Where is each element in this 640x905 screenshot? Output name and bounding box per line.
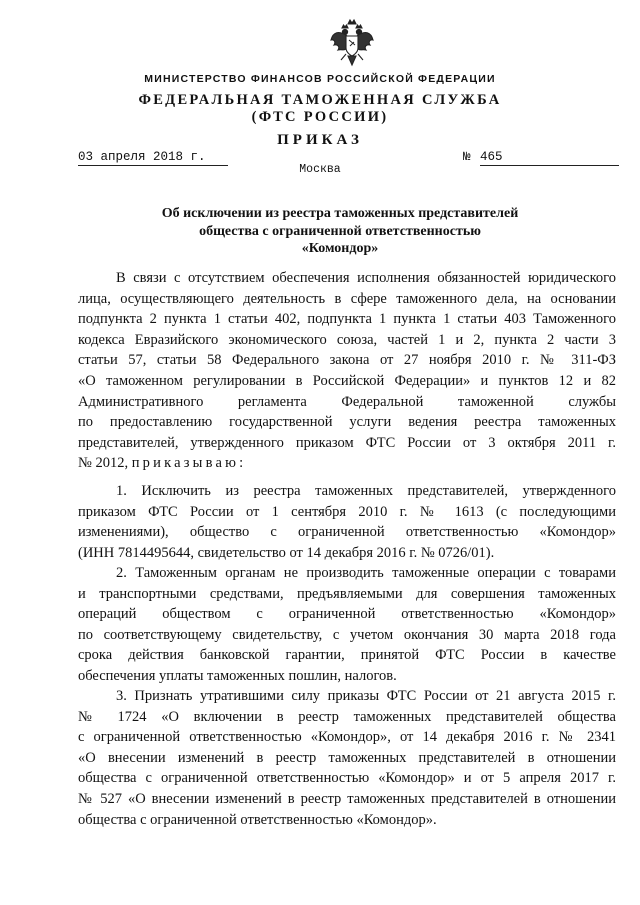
item-2-paragraph <box>78 563 616 687</box>
text-line: общества с ограниченной ответственностью «Комондор». <box>78 811 437 828</box>
text-line: общества с ограниченной ответственностью «Комондор» и от 5 апреля 2017 г. <box>78 770 616 787</box>
text-line: изменениями), общество с ограниченной ответственностью «Комондор» <box>78 524 616 541</box>
text-line: «О таможенном регулировании в Российской Федерации» и пунктов 12 и 82 <box>78 372 616 389</box>
item-1-paragraph <box>78 481 616 563</box>
text-line: срока действия банковской гарантии, принятой ФТС России в качестве <box>78 647 616 664</box>
preamble-paragraph <box>78 268 616 474</box>
text-line <box>78 453 616 474</box>
text-line: Административного регламента Федеральной таможенной службы <box>78 393 616 410</box>
text-line: по соответствующему свидетельству, с учетом окончания 30 марта 2018 года <box>78 626 616 643</box>
preamble-end: № 2012, <box>78 455 129 472</box>
text-line: (ИНН 7814495644, свидетельство от 14 декабря 2016 г. № 0726/01). <box>78 544 495 561</box>
title-line: общества с ограниченной ответственностью <box>199 223 481 239</box>
text-line: 2. Таможенным органам не производить таможенные операции с товарами <box>116 565 616 581</box>
document-type: ПРИКАЗ <box>277 132 363 148</box>
number-label: № <box>463 150 471 164</box>
order-date: 03 апреля 2018 г. <box>78 150 228 166</box>
item-3-paragraph <box>78 686 616 830</box>
text-line: операций обществом с ограниченной ответственностью «Комондор» <box>78 606 616 623</box>
order-word: приказываю: <box>131 455 247 472</box>
text-line: обеспечения уплаты таможенных пошлин, налогов. <box>78 667 397 684</box>
text-line: лица, осуществляющего деятельность в сфере таможенного дела, на основании <box>78 290 616 307</box>
service-short-name: (ФТС РОССИИ) <box>251 109 389 125</box>
text-line: статьи 57, статьи 58 Федерального закона от 27 ноября 2010 г. № 311-ФЗ <box>78 352 616 369</box>
text-line: приказом ФТС России от 1 сентября 2010 г. № 1613 (с последующими <box>78 503 616 520</box>
text-line: представителей, утвержденного приказом ФТС России от 3 октября 2011 г. <box>78 434 616 451</box>
text-line: № 1724 «О включении в реестр таможенных представителей общества <box>78 708 616 725</box>
title-line: Об исключении из реестра таможенных представителей <box>161 206 519 221</box>
city: Москва <box>299 163 341 176</box>
russian-coat-of-arms-icon <box>329 18 375 68</box>
text-line: по предоставлению государственной услуги ведения реестра таможенных <box>78 414 616 431</box>
service-name: ФЕДЕРАЛЬНАЯ ТАМОЖЕННАЯ СЛУЖБА <box>138 92 502 108</box>
text-line: В связи с отсутствием обеспечения исполнения обязанностей юридического <box>116 270 616 286</box>
title-line: «Комондор» <box>301 241 379 256</box>
order-number: 465 <box>480 150 619 166</box>
text-line: и транспортными средствами, предъявляемыми для совершения таможенных <box>78 585 616 602</box>
text-line: кодекса Евразийского экономического союза, частей 1 и 2, пункта 2 части 3 <box>78 331 616 348</box>
order-title <box>90 205 590 258</box>
text-line: № 527 «О внесении изменений в реестр таможенных представителей в отношении <box>78 790 616 807</box>
text-line: 3. Признать утратившими силу приказы ФТС России от 21 августа 2015 г. <box>116 688 616 704</box>
text-line: «О внесении изменений в реестр таможенных представителей в отношении <box>78 749 616 766</box>
text-line: с ограниченной ответственностью «Комондор», от 14 декабря 2016 г. № 2341 <box>78 729 616 746</box>
text-line: 1. Исключить из реестра таможенных представителей, утвержденного <box>116 483 616 499</box>
text-line: подпункта 2 пункта 1 статьи 402, подпункта 1 пункта 1 статьи 403 Таможенного <box>78 311 616 328</box>
ministry-name: МИНИСТЕРСТВО ФИНАНСОВ РОССИЙСКОЙ ФЕДЕРАЦИИ <box>144 73 496 85</box>
